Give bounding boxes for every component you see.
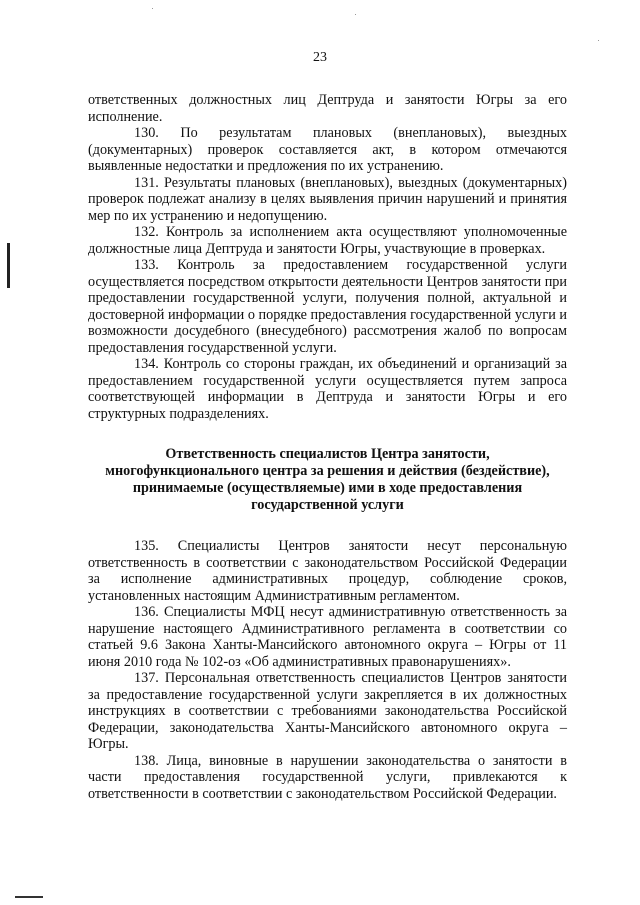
scan-dot: [152, 8, 153, 9]
paragraphs-top: [88, 92, 567, 422]
scan-dot: [355, 14, 356, 15]
section-heading: [88, 446, 567, 514]
paragraph: 133. Контроль за предоставлением государственной услуги осуществляется посредством открытости деятельности Центров занятости при предоставлении государственной услуги, получения полной, актуальной и достоверной информации о порядке предоставления государственной услуги и возможности досудебного (внесудебного) рассмотрения жалоб по вопросам предоставления государственной услуги.: [88, 257, 567, 356]
paragraph: 138. Лица, виновные в нарушении законодательства о занятости в части предоставления государственной услуги, привлекаются к ответственности в соответствии с законодательством Российской Федерации.: [88, 752, 567, 802]
paragraphs-bottom: [88, 538, 567, 802]
scan-artifact-bottom: [15, 896, 43, 898]
paragraph: 137. Персональная ответственность специалистов Центров занятости за предоставление государственной услуги закрепляется в их должностных инструкциях в соответствии с требованиями законодательства Российской Федерации, законодательства Ханты-Мансийского автономного округа – Югры.: [88, 670, 567, 752]
paragraph: 134. Контроль со стороны граждан, их объединений и организаций за предоставлением государственной услуги осуществляется путем запроса соответствующей информации в Дептруда и занятости Югры и его структурных подразделениях.: [88, 356, 567, 422]
heading-line: Ответственность специалистов Центра занятости,: [165, 446, 490, 462]
paragraph: 136. Специалисты МФЦ несут административную ответственность за нарушение настоящего Административного регламента в соответствии со статьей 9.6 Закона Ханты-Мансийского автономного округа – Югры от 11 июня 2010 года № 102-оз «Об административных правонарушениях».: [88, 604, 567, 670]
heading-line: принимаемые (осуществляемые) ими в ходе предоставления: [132, 480, 523, 496]
paragraph: 131. Результаты плановых (внеплановых), выездных (документарных) проверок подлежат анализу в целях выявления причин нарушений и принятия мер по их устранению и недопущению.: [88, 174, 567, 224]
paragraph: 135. Специалисты Центров занятости несут персональную ответственность в соответствии с законодательством Российской Федерации за исполнение административных процедур, соблюдение сроков, установленных настоящим Административным регламентом.: [88, 538, 567, 604]
scan-dot: [598, 40, 599, 41]
paragraph: ответственных должностных лиц Дептруда и занятости Югры за его исполнение.: [88, 92, 567, 125]
body-text: [88, 92, 567, 802]
paragraph: 132. Контроль за исполнением акта осуществляют уполномоченные должностные лица Дептруда и занятости Югры, участвующие в проверках.: [88, 224, 567, 257]
paragraph: 130. По результатам плановых (внеплановых), выездных (документарных) проверок составляется акт, в котором отмечаются выявленные недостатки и предложения по их устранению.: [88, 125, 567, 174]
page-number: 23: [313, 50, 327, 65]
scan-artifact-left: [7, 243, 10, 288]
heading-line: государственной услуги: [251, 497, 404, 513]
heading-line: многофункционального центра за решения и действия (бездействие),: [105, 463, 550, 479]
